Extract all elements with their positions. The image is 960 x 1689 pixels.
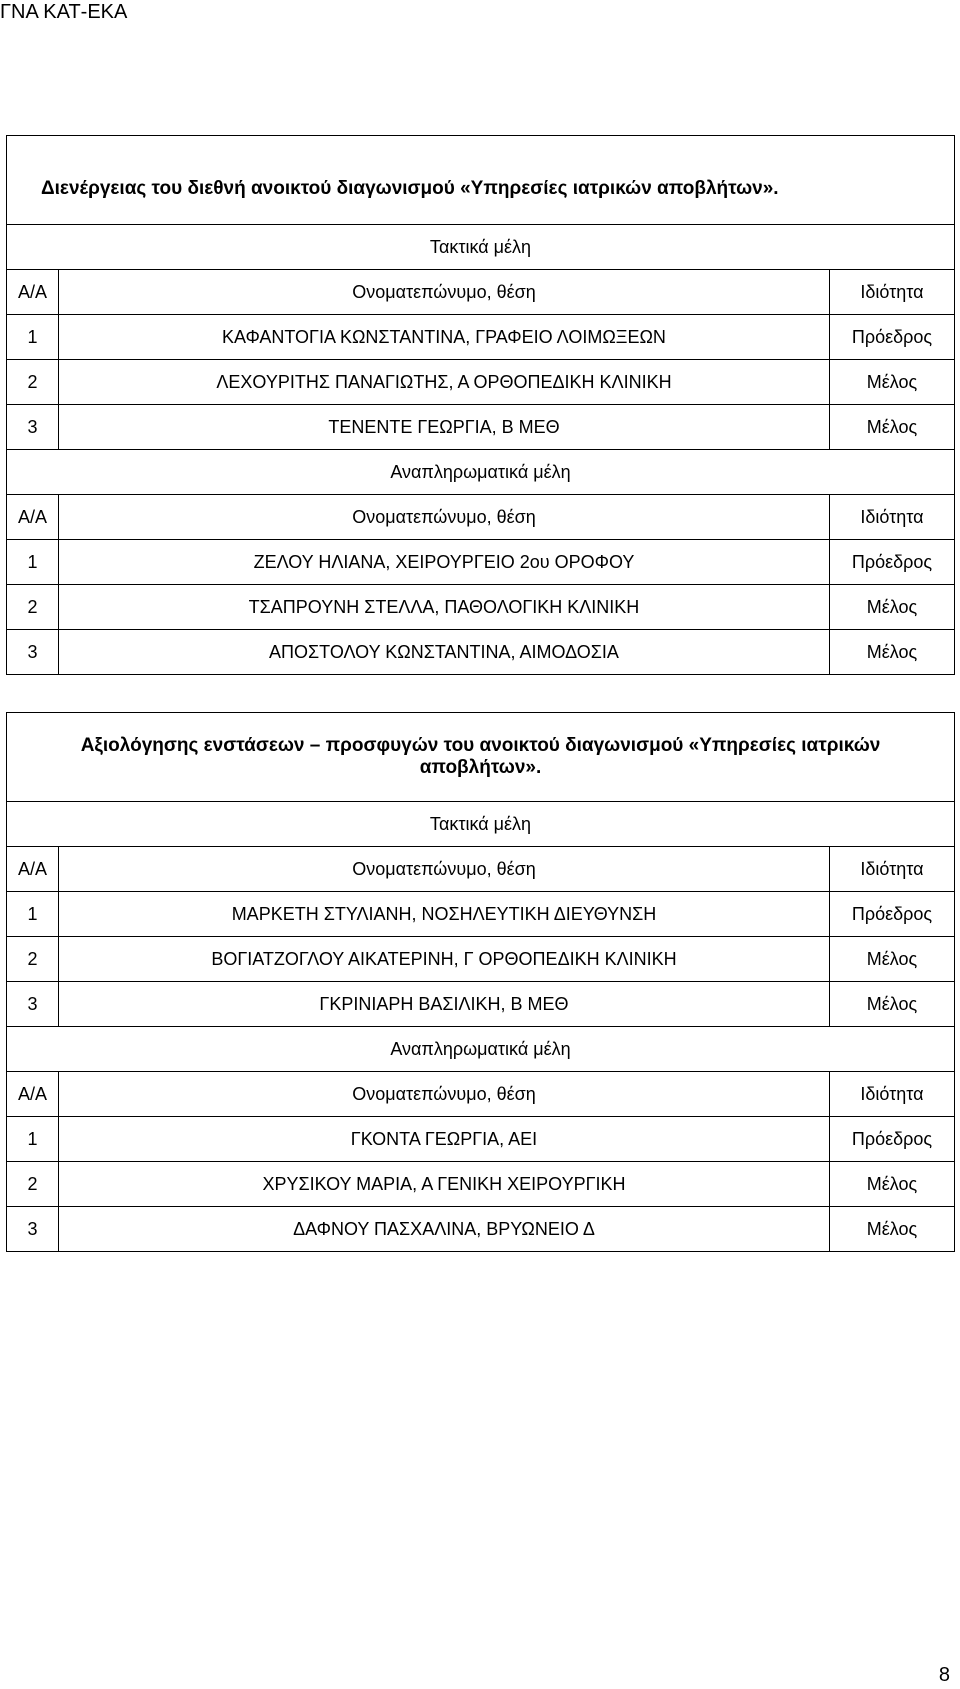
- row-number: 2: [7, 585, 59, 630]
- row-number: 3: [7, 630, 59, 675]
- member-name-position: ΓΚΟΝΤΑ ΓΕΩΡΓΙΑ, ΑΕΙ: [59, 1117, 830, 1162]
- row-number: 1: [7, 1117, 59, 1162]
- section-heading-regular: Τακτικά μέλη: [7, 225, 955, 270]
- row-number: 1: [7, 892, 59, 937]
- member-role: Μέλος: [829, 360, 954, 405]
- table-row: [7, 892, 955, 937]
- table-row: [7, 315, 955, 360]
- table-header-row: [7, 495, 955, 540]
- table-row: [7, 585, 955, 630]
- row-number: 3: [7, 1207, 59, 1252]
- section-heading-regular: Τακτικά μέλη: [7, 802, 955, 847]
- member-role: Μέλος: [829, 585, 954, 630]
- table-header-row: [7, 1072, 955, 1117]
- page-number: 8: [938, 1664, 950, 1686]
- row-number: 3: [7, 405, 59, 450]
- table-row: [7, 1162, 955, 1207]
- table-row: [7, 937, 955, 982]
- column-header-number: Α/Α: [7, 1072, 59, 1117]
- member-role: Μέλος: [829, 982, 954, 1027]
- committee-table-conduct: [6, 135, 955, 675]
- row-number: 3: [7, 982, 59, 1027]
- member-name-position: ΔΑΦΝΟΥ ΠΑΣΧΑΛΙΝΑ, ΒΡΥΩΝΕΙΟ Δ: [59, 1207, 830, 1252]
- table-row: [7, 982, 955, 1027]
- member-name-position: ΛΕΧΟΥΡΙΤΗΣ ΠΑΝΑΓΙΩΤΗΣ, Α ΟΡΘΟΠΕΔΙΚΗ ΚΛΙΝΙΚΗ: [59, 360, 830, 405]
- row-number: 2: [7, 1162, 59, 1207]
- member-name-position: ΜΑΡΚΕΤΗ ΣΤΥΛΙΑΝΗ, ΝΟΣΗΛΕΥΤΙΚΗ ΔΙΕΥΘΥΝΣΗ: [59, 892, 830, 937]
- document-header-title: ΓΝΑ ΚΑΤ-ΕΚΑ: [0, 1, 128, 23]
- member-role: Μέλος: [829, 405, 954, 450]
- table-header-row: [7, 847, 955, 892]
- column-header-number: Α/Α: [7, 847, 59, 892]
- member-name-position: ΤΕΝΕΝΤΕ ΓΕΩΡΓΙΑ, Β ΜΕΘ: [59, 405, 830, 450]
- table-header-row: [7, 270, 955, 315]
- member-role: Πρόεδρος: [829, 540, 954, 585]
- member-name-position: ΤΣΑΠΡΟΥΝΗ ΣΤΕΛΛΑ, ΠΑΘΟΛΟΓΙΚΗ ΚΛΙΝΙΚΗ: [59, 585, 830, 630]
- member-name-position: ΧΡΥΣΙΚΟΥ ΜΑΡΙΑ, Α ΓΕΝΙΚΗ ΧΕΙΡΟΥΡΓΙΚΗ: [59, 1162, 830, 1207]
- section-heading-alternate: Αναπληρωματικά μέλη: [7, 1027, 955, 1072]
- member-role: Μέλος: [829, 937, 954, 982]
- column-header-role: Ιδιότητα: [829, 270, 954, 315]
- column-header-name: Ονοματεπώνυμο, θέση: [59, 270, 830, 315]
- column-header-number: Α/Α: [7, 495, 59, 540]
- table-row: [7, 360, 955, 405]
- table-row: [7, 630, 955, 675]
- member-name-position: ΚΑΦΑΝΤΟΓΙΑ ΚΩΝΣΤΑΝΤΙΝΑ, ΓΡΑΦΕΙΟ ΛΟΙΜΩΞΕΩΝ: [59, 315, 830, 360]
- table-row: [7, 405, 955, 450]
- column-header-name: Ονοματεπώνυμο, θέση: [59, 1072, 830, 1117]
- column-header-name: Ονοματεπώνυμο, θέση: [59, 847, 830, 892]
- committee-title: Αξιολόγησης ενστάσεων – προσφυγών του ανοικτού διαγωνισμού «Υπηρεσίες ιατρικών αποβλήτων».: [7, 713, 955, 802]
- member-name-position: ΖΕΛΟΥ ΗΛΙΑΝΑ, ΧΕΙΡΟΥΡΓΕΙΟ 2ου ΟΡΟΦΟΥ: [59, 540, 830, 585]
- table-row: [7, 1117, 955, 1162]
- member-role: Πρόεδρος: [829, 1117, 954, 1162]
- column-header-number: Α/Α: [7, 270, 59, 315]
- section-heading-alternate: Αναπληρωματικά μέλη: [7, 450, 955, 495]
- member-role: Μέλος: [829, 630, 954, 675]
- column-header-role: Ιδιότητα: [829, 495, 954, 540]
- column-header-role: Ιδιότητα: [829, 1072, 954, 1117]
- column-header-role: Ιδιότητα: [829, 847, 954, 892]
- committee-table-appeals: [6, 712, 955, 1252]
- row-number: 1: [7, 540, 59, 585]
- member-role: Μέλος: [829, 1207, 954, 1252]
- table-row: [7, 1207, 955, 1252]
- committee-title: Διενέργειας του διεθνή ανοικτού διαγωνισμού «Υπηρεσίες ιατρικών αποβλήτων».: [7, 136, 955, 225]
- member-name-position: ΒΟΓΙΑΤΖΟΓΛΟΥ ΑΙΚΑΤΕΡΙΝΗ, Γ ΟΡΘΟΠΕΔΙΚΗ ΚΛΙΝΙΚΗ: [59, 937, 830, 982]
- member-name-position: ΑΠΟΣΤΟΛΟΥ ΚΩΝΣΤΑΝΤΙΝΑ, ΑΙΜΟΔΟΣΙΑ: [59, 630, 830, 675]
- column-header-name: Ονοματεπώνυμο, θέση: [59, 495, 830, 540]
- table-row: [7, 540, 955, 585]
- row-number: 2: [7, 360, 59, 405]
- row-number: 2: [7, 937, 59, 982]
- member-role: Πρόεδρος: [829, 892, 954, 937]
- member-role: Πρόεδρος: [829, 315, 954, 360]
- row-number: 1: [7, 315, 59, 360]
- member-name-position: ΓΚΡΙΝΙΑΡΗ ΒΑΣΙΛΙΚΗ, Β ΜΕΘ: [59, 982, 830, 1027]
- member-role: Μέλος: [829, 1162, 954, 1207]
